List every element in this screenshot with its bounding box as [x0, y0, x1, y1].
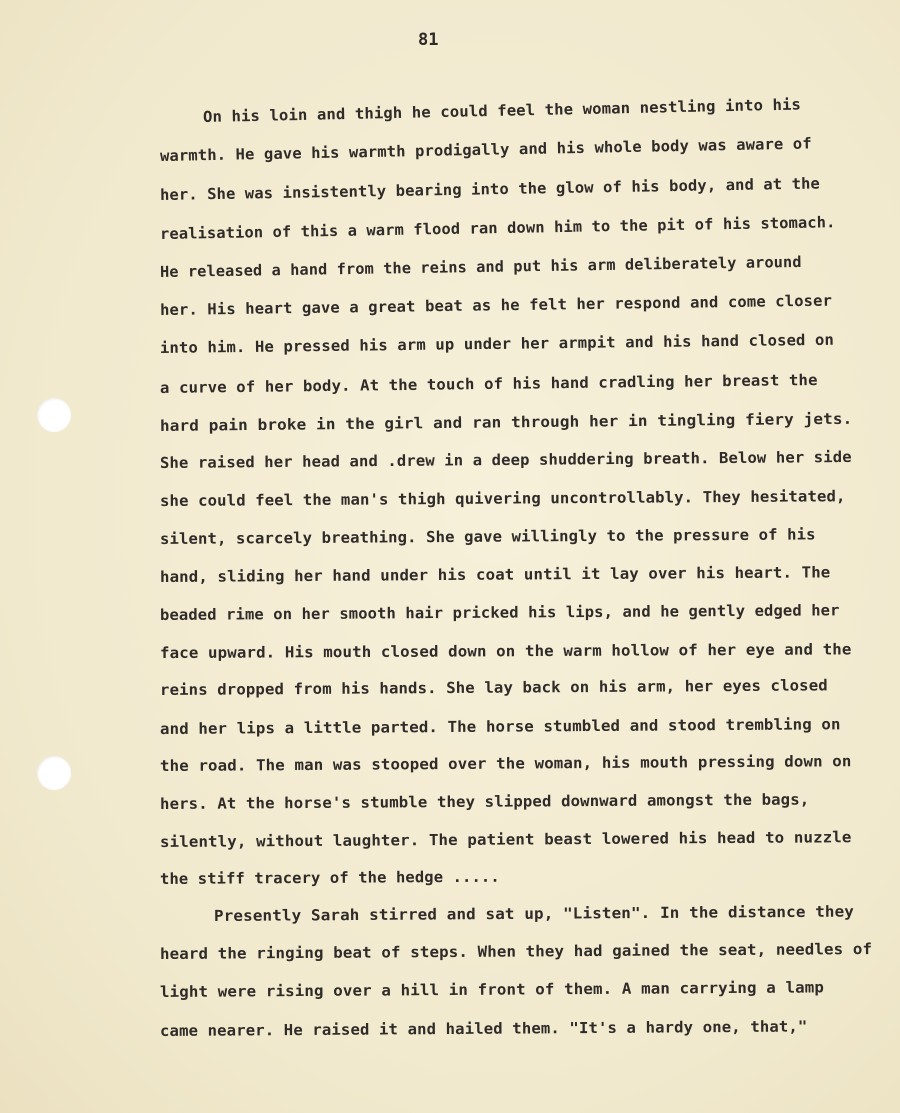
text-line: a curve of her body. At the touch of his hand cradling her breast the: [159, 370, 818, 397]
text-line: Presently Sarah stirred and sat up, "Listen". In the distance they: [213, 902, 855, 925]
page-number: 81: [418, 30, 439, 50]
text-line: hers. At the horse's stumble they slipped downward amongst the bags,: [159, 790, 810, 813]
text-line: her. His heart gave a great beat as he felt her respond and come closer: [159, 291, 833, 319]
text-line: realisation of this a warm flood ran down him to the pit of his stomach.: [159, 213, 836, 243]
text-line: hand, sliding her hand under his coat until it lay over his heart. The: [159, 563, 831, 586]
text-line: the road. The man was stooped over the woman, his mouth pressing down on: [159, 752, 852, 775]
text-line: beaded rime on her smooth hair pricked his lips, and he gently edged her: [159, 601, 840, 624]
text-line: the stiff tracery of the hedge .....: [159, 867, 500, 888]
text-line: She raised her head and .drew in a deep shuddering breath. Below her side: [159, 447, 852, 472]
text-line: heard the ringing beat of steps. When they had gained the seat, needles of: [159, 940, 873, 963]
punch-hole-bottom: [37, 756, 71, 790]
text-line: On his loin and thigh he could feel the woman nestling into his: [202, 95, 802, 126]
text-line: He released a hand from the reins and put his arm deliberately around: [159, 252, 802, 281]
text-line: she could feel the man's thigh quivering uncontrollably. They hesitated,: [159, 487, 846, 510]
text-line: face upward. His mouth closed down on the warm hollow of her eye and the: [159, 640, 852, 662]
punch-hole-top: [37, 398, 71, 432]
text-line: warmth. He gave his warmth prodigally and his whole body was aware of: [159, 134, 812, 165]
text-line: and her lips a little parted. The horse stumbled and stood trembling on: [159, 715, 841, 738]
text-line: came nearer. He raised it and hailed them. "It's a hardy one, that,": [159, 1017, 808, 1040]
text-line: reins dropped from his hands. She lay back on his arm, her eyes closed: [159, 676, 828, 699]
text-line: hard pain broke in the girl and ran through her in tingling fiery jets.: [159, 409, 853, 435]
text-line: silently, without laughter. The patient beast lowered his head to nuzzle: [159, 828, 852, 851]
text-line: silent, scarcely breathing. She gave willingly to the pressure of his: [159, 525, 816, 548]
text-line: light were rising over a hill in front of them. A man carrying a lamp: [159, 978, 825, 1001]
text-line: her. She was insistently bearing into the glow of his body, and at the: [159, 174, 821, 204]
text-line: into him. He pressed his arm up under her armpit and his hand closed on: [159, 330, 835, 357]
